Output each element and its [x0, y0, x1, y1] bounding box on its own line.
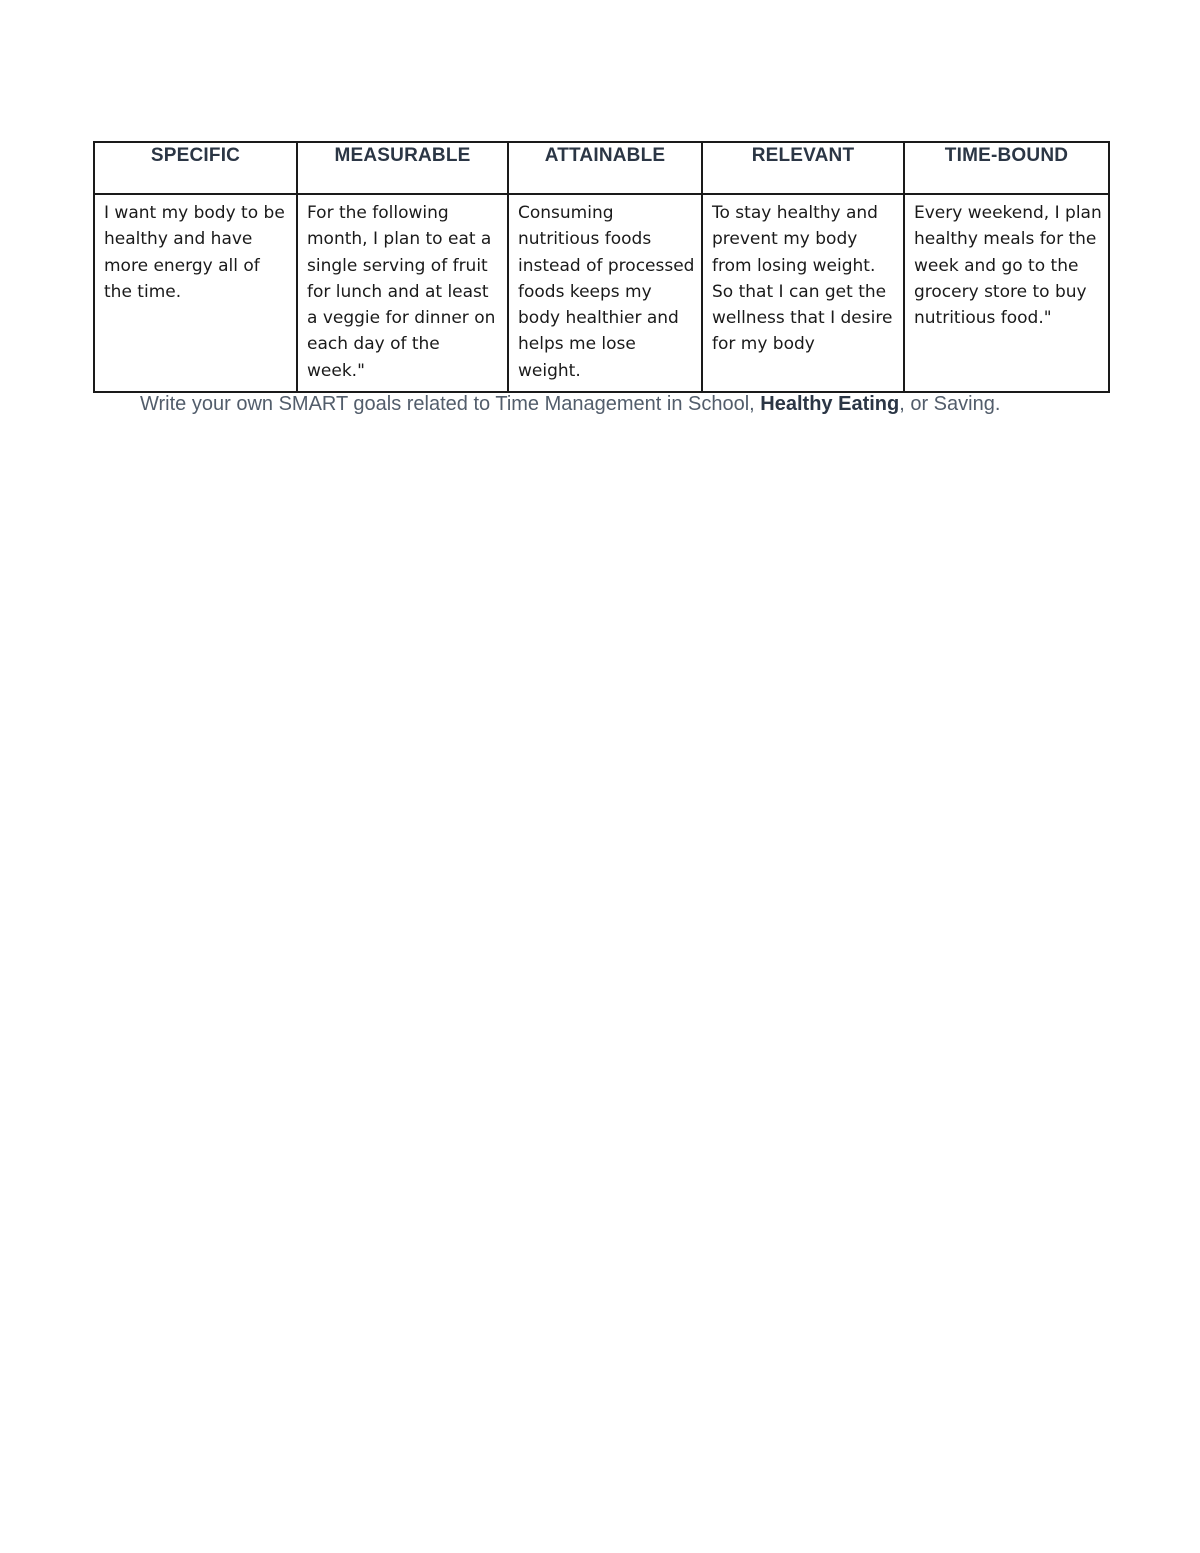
prompt-bold-topic: Healthy Eating: [760, 393, 900, 415]
header-attainable: ATTAINABLE: [508, 142, 702, 194]
table-header-row: [94, 142, 1109, 194]
header-specific: SPECIFIC: [94, 142, 297, 194]
table-row: [94, 194, 1109, 392]
cell-relevant: To stay healthy and prevent my body from losing weight. So that I can get the wellness that I desire for my body: [702, 194, 904, 392]
prompt-lead: Write your own SMART goals related to Time Management in School,: [140, 393, 761, 415]
prompt-tail: , or Saving.: [899, 393, 1001, 415]
smart-goals-table: [93, 141, 1110, 393]
cell-time-bound: Every weekend, I plan healthy meals for the week and go to the grocery store to buy nutritious food.": [904, 194, 1109, 392]
cell-specific: I want my body to be healthy and have more energy all of the time.: [94, 194, 297, 392]
assignment-prompt: [140, 390, 1020, 420]
header-time-bound: TIME-BOUND: [904, 142, 1109, 194]
header-relevant: RELEVANT: [702, 142, 904, 194]
cell-attainable: Consuming nutritious foods instead of processed foods keeps my body healthier and helps me lose weight.: [508, 194, 702, 392]
header-measurable: MEASURABLE: [297, 142, 508, 194]
cell-measurable: For the following month, I plan to eat a single serving of fruit for lunch and at least a veggie for dinner on each day of the week.": [297, 194, 508, 392]
